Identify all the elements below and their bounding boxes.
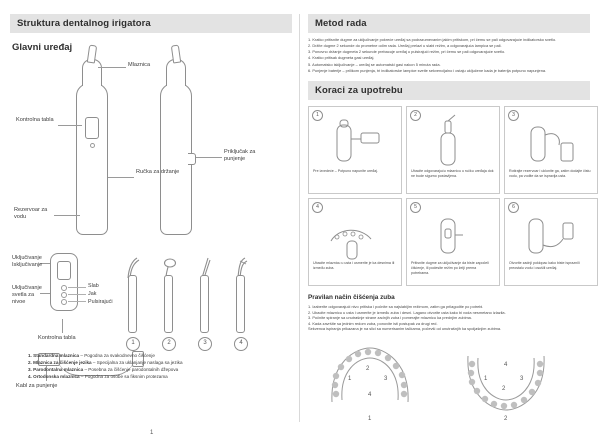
- cleaning-line: 4. Kada završite sa jednim redom zuba, ponovite isti postupak za drugi red.: [308, 320, 438, 326]
- control-panel-button: [57, 261, 71, 280]
- label-mode-weak: Slab: [88, 283, 99, 289]
- upper-arch-diagram: [322, 344, 418, 414]
- label-handle: Ručka za držanje: [136, 169, 180, 175]
- step-card: [504, 106, 598, 194]
- legend-index: 4.: [28, 374, 32, 380]
- legend-item: [28, 373, 238, 380]
- nozzle-tip-3: [200, 275, 209, 333]
- step-card: [308, 106, 402, 194]
- step-card: [406, 198, 500, 286]
- arch-number-1: 1: [368, 415, 372, 422]
- legend-index: 3.: [28, 367, 32, 373]
- step-caption: Ubacite odgovarajuću mlaznicu u ručku uređaja dok ne bude sigurno postavljena.: [411, 169, 494, 179]
- cleaning-title: Pravilan način čišćenja zuba: [308, 294, 395, 302]
- legend-text: – Specijalna za uklanjanje naslaga sa jezika: [92, 360, 183, 366]
- step-card: [308, 198, 402, 286]
- right-column: [308, 14, 590, 422]
- left-section-header: Struktura dentalnog irigatora: [10, 14, 292, 33]
- step-card: [504, 198, 598, 286]
- nozzle-tip-2: [164, 275, 173, 333]
- leader-line-panel-bottom: [62, 319, 63, 333]
- legend-text: – Pogodna za svakodnevno čišćenje: [80, 353, 155, 358]
- nozzle-tip-1: [128, 275, 137, 333]
- step-card: [406, 106, 500, 194]
- steps-section-header: Koraci za upotrebu: [308, 81, 590, 100]
- step-illustration: [411, 119, 495, 169]
- label-mode-pulse: Pulsirajući: [88, 299, 113, 305]
- cleaning-line: 1. Izaberite odgovarajući nivo pritiska i počnite sa najslabijim režimom, zatim ga prilagodite po potrebi.: [308, 304, 484, 310]
- leader-line-handle: [108, 177, 134, 178]
- led-pulse: [61, 299, 67, 305]
- step-illustration: [411, 211, 495, 261]
- step-caption: Pre izvedeće – Potpuno napunite uređaj.: [313, 169, 378, 174]
- svg-text:1: 1: [348, 375, 352, 382]
- tip-number-3: 3: [198, 337, 212, 351]
- tip-number-1: 1: [126, 337, 140, 351]
- legend-text: – Posebna za čišćenje parodontalnih džepova: [84, 367, 179, 373]
- label-water-tank: Rezervoar za vodu: [14, 207, 48, 220]
- step-caption: Rotirajte rezervoar i uklonite ga, zatim dodajte čistu vodu, pa vodite da se ispravlja usta.: [509, 169, 591, 179]
- nozzle-legend: [28, 352, 238, 380]
- leader-line-control-panel: [58, 125, 82, 126]
- legend-text: – Pogodna za osobe sa fiksnim protezama: [80, 374, 168, 380]
- method-list: [308, 37, 590, 73]
- step-number: 4: [312, 202, 323, 213]
- tip-number-2: 2: [162, 337, 176, 351]
- leader-line-port: [196, 157, 222, 158]
- svg-text:3: 3: [384, 375, 388, 382]
- svg-text:1: 1: [484, 375, 488, 382]
- cleaning-instructions: [308, 304, 590, 332]
- legend-item: [28, 352, 238, 359]
- page-number: 1: [150, 430, 154, 436]
- method-line: 4. Kratko pritisak dugmeta gasi uređaj.: [308, 55, 375, 61]
- step-number: 3: [508, 110, 519, 121]
- svg-text:2: 2: [502, 385, 506, 392]
- cleaning-line: 2. Ubacite mlaznicu u usta i usmerite je između zuba i desni. Lagano otvorite usta kako bi voda nesmetano izlazila.: [308, 309, 506, 315]
- method-line: 5. Automatsko isključivanje – uređaj se automatski gasi nakon 5 minuta rada.: [308, 61, 441, 67]
- step-number: 1: [312, 110, 323, 121]
- cleaning-line: Sekvenca ispiranja prikazana je na slici sa numerisanim tačkama, počevši od unutrašnjih ka spoljašnjim zubima.: [308, 326, 502, 332]
- method-section-header: Metod rada: [308, 14, 590, 33]
- nozzle-tip-4: [236, 275, 245, 333]
- legend-title: Standardna mlaznica: [33, 353, 80, 358]
- label-nozzle: Mlaznica: [128, 62, 151, 68]
- step-illustration: [313, 119, 397, 169]
- legend-index: 2.: [28, 360, 32, 366]
- svg-text:3: 3: [520, 375, 524, 382]
- step-illustration: [313, 211, 397, 261]
- legend-item: [28, 366, 238, 373]
- tip-number-4: 4: [234, 337, 248, 351]
- steps-grid: [308, 106, 590, 286]
- indicator-led-shape: [90, 143, 95, 148]
- svg-text:2: 2: [366, 365, 370, 372]
- lower-arch-diagram: [458, 344, 554, 414]
- legend-title: Ortodonska mlaznica: [33, 374, 80, 380]
- label-power: Uključivanje Isključivanje: [12, 255, 43, 268]
- teeth-diagrams: [308, 336, 590, 428]
- step-number: 5: [410, 202, 421, 213]
- leader-line-mode-weak: [68, 287, 86, 288]
- label-control-panel: Kontrolna tabla: [16, 117, 54, 123]
- label-charging-port: Priključak za punjenje: [224, 149, 256, 162]
- label-control-panel-bottom: Kontrolna tabla: [38, 335, 76, 341]
- method-line: 6. Punjenje baterije – prilikom punjenja, tri indikatorske lampice svetle sekvencijalno i ostaju uključene kada je baterija potpuno napunjena.: [308, 67, 547, 73]
- step-caption: Pritisnite dugme za uključivanje da biste započeli čišćenje, ili podesite režim po želji prema potrebama.: [411, 261, 489, 275]
- svg-text:4: 4: [368, 391, 372, 398]
- leader-line-mode-strong: [68, 294, 86, 295]
- device-body: [76, 83, 108, 235]
- charging-port-shape: [188, 153, 196, 165]
- step-number: 6: [508, 202, 519, 213]
- svg-text:4: 4: [504, 361, 508, 368]
- leader-line-mode-pulse: [68, 301, 86, 302]
- step-caption: Ubacite mlaznicu u usta i usmerite je ka desnima ili između zuba.: [313, 261, 395, 271]
- step-illustration: [509, 119, 593, 169]
- column-divider: [299, 14, 300, 422]
- legend-item: [28, 359, 238, 366]
- legend-title: Parodontalna mlaznica: [33, 367, 84, 373]
- power-button-shape: [85, 117, 99, 139]
- cleaning-line: 3. Počnite spiranje sa unutrašnje strane zadnjih zuba i pomerajte mlaznicu ka prednjim zubima.: [308, 315, 472, 321]
- method-line: 1. Kratko pritisnite dugme za uključivanje pokreće uređaj sa podrazumevanim jakim pritiskom, pri čemu se pali odgovarajuće indikatorsko svetlo.: [308, 37, 557, 42]
- leader-line-nozzle: [98, 67, 126, 68]
- label-cable: Kabl za punjenje: [16, 383, 58, 389]
- led-weak: [61, 285, 67, 291]
- leader-line-tank: [54, 215, 80, 216]
- label-mode-strong: Jak: [88, 291, 97, 297]
- label-level-lights: Uključivanje svetla za nivoe: [12, 285, 42, 305]
- step-illustration: [509, 211, 593, 261]
- step-caption: Otvorite zadnji poklopac kako biste ispraznili preostalu vodu i osušili uređaj.: [509, 261, 580, 271]
- legend-title: Mlaznica za čišćenje jezika: [33, 360, 92, 366]
- arch-number-2: 2: [504, 415, 508, 422]
- method-line: 3. Ponovno držanje dugmeta 2 sekunde prebacuje uređaj u pulsirajući režim, pri čemu se pali odgovarajuće svetlo.: [308, 49, 506, 55]
- main-device-subtitle: Glavni uređaj: [12, 42, 73, 53]
- led-strong: [61, 292, 67, 298]
- step-number: 2: [410, 110, 421, 121]
- left-column: [10, 14, 292, 436]
- legend-index: 1.: [28, 353, 32, 358]
- method-line: 2. Držite dugme 2 sekunde do prometne odim rada. Uređaj prelazi u slabi režim, a odgovarajuća lampica se pali.: [308, 43, 502, 49]
